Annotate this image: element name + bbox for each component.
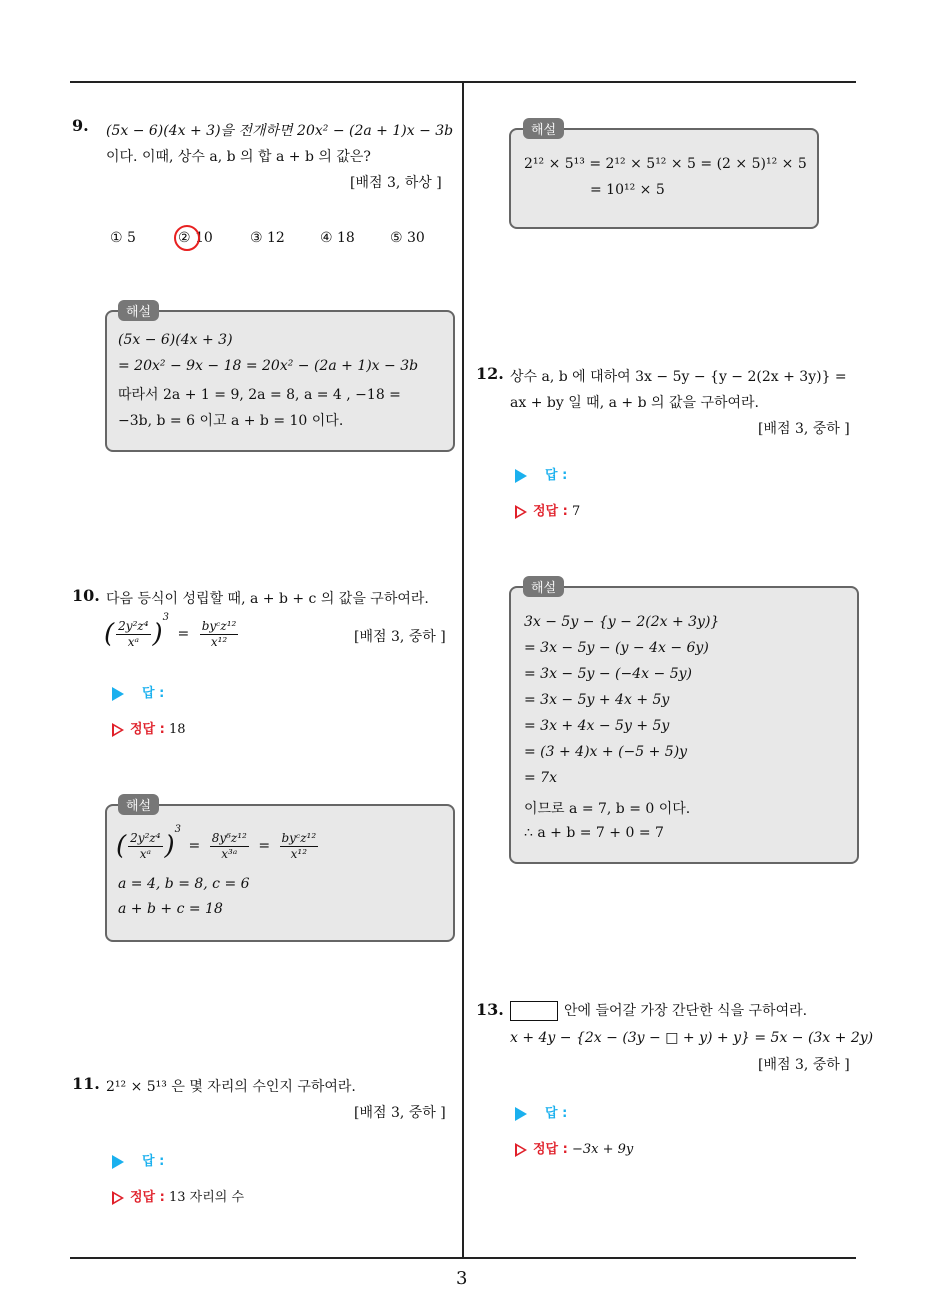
answer-label: 답 : [545, 1106, 568, 1121]
explanation-tag: 해설 [118, 300, 159, 321]
choice-2[interactable]: ② 10 [178, 230, 213, 246]
question-text-line: 상수 a, b 에 대하여 3x − 5y − {y − 2(2x + 3y)} = [510, 369, 847, 385]
answer-label: 답 : [142, 1154, 165, 1169]
explanation-line: = 3x − 5y + 4x + 5y [524, 692, 670, 708]
correct-answer-row [112, 718, 186, 737]
explanation-line: a + b + c = 18 [118, 901, 223, 917]
correct-answer-row [515, 500, 580, 519]
answer-row[interactable] [515, 464, 567, 483]
explanation-line: = 3x − 5y − (y − 4x − 6y) [524, 640, 709, 656]
correct-answer-row [515, 1138, 633, 1157]
explanation-line: = 10¹² × 5 [590, 182, 665, 198]
explanation-line: = 3x + 4x − 5y + 5y [524, 718, 670, 734]
question-number: 10. [72, 586, 100, 605]
choice-1[interactable]: ① 5 [110, 230, 136, 246]
fraction-denominator: x¹² [290, 846, 308, 861]
score-label: [배점 3, 중하 ] [354, 1105, 446, 1121]
choice-4[interactable]: ④ 18 [320, 230, 355, 246]
answer-label: 답 : [142, 686, 165, 701]
choice-3[interactable]: ③ 12 [250, 230, 285, 246]
explanation-line: = 7x [524, 770, 557, 786]
correct-value: −3x + 9y [571, 1142, 634, 1157]
correct-label: 정답 : [533, 504, 568, 519]
column-divider [462, 82, 464, 1258]
explanation-line: 2¹² × 5¹³ = 2¹² × 5¹² × 5 = (2 × 5)¹² × 5 [524, 156, 807, 172]
explanation-line: (5x − 6)(4x + 3) [118, 332, 233, 348]
exponent: 3 [174, 824, 182, 835]
explanation-line: 따라서 2a + 1 = 9, 2a = 8, a = 4 , −18 = [118, 387, 401, 403]
fraction-numerator: 2y²z⁴ [118, 618, 149, 633]
explanation-line: a = 4, b = 8, c = 6 [118, 876, 250, 892]
selected-choice-mark [174, 225, 200, 251]
fraction-denominator: x¹² [210, 634, 228, 649]
correct-value: 18 [168, 722, 186, 737]
play-icon [112, 687, 124, 701]
score-label: [배점 3, 중하 ] [758, 1057, 850, 1073]
score-label: [배점 3, 하상 ] [350, 175, 442, 191]
score-label: [배점 3, 중하 ] [758, 421, 850, 437]
answer-row[interactable] [515, 1102, 567, 1121]
play-outline-icon [112, 723, 124, 737]
explanation-tag: 해설 [523, 118, 564, 139]
fraction-denominator: xᵃ [139, 846, 151, 861]
answer-row[interactable] [112, 1150, 164, 1169]
question-number: 13. [476, 1000, 504, 1019]
question-equation: x + 4y − {2x − (3y − □ + y) + y} = 5x − (3x + 2y) [510, 1030, 874, 1046]
explanation-line: = 20x² − 9x − 18 = 20x² − (2a + 1)x − 3b [118, 358, 419, 374]
fraction-numerator: byᶜz¹² [201, 618, 237, 633]
correct-value: 13 자리의 수 [168, 1190, 245, 1205]
fraction-numerator: byᶜz¹² [281, 830, 317, 845]
fraction-denominator: x³ᵃ [221, 846, 238, 861]
explanation-line: = (3 + 4)x + (−5 + 5)y [524, 744, 688, 760]
question-text-line: ax + by 일 때, a + b 의 값을 구하여라. [510, 395, 760, 411]
question-text-line: (5x − 6)(4x + 3)을 전개하면 20x² − (2a + 1)x − 3b [106, 123, 454, 139]
explanation-equation: ( $\frac{\text{2y²z⁴}}{\text{xᵃ}}$ )$^3$ = $\frac{\text{8y⁶z¹²}}{\text{x³ᵃ}}$ = $\frac{\text{byᶜz¹²}}{\text{x¹²}}$ [116, 824, 317, 861]
exponent: 3 [162, 612, 170, 623]
correct-answer-row [112, 1186, 244, 1205]
explanation-line: 이므로 a = 7, b = 0 이다. [524, 801, 691, 817]
score-label: [배점 3, 중하 ] [354, 629, 446, 645]
choice-5[interactable]: ⑤ 30 [390, 230, 425, 246]
question-equation: ( $\frac{\text{2y²z⁴}}{\text{xᵃ}}$ )$^3$ = $\frac{\text{byᶜz¹²}}{\text{x¹²}}$ [104, 612, 237, 649]
question-text: 안에 들어갈 가장 간단한 식을 구하여라. [564, 1003, 808, 1019]
correct-value: 7 [571, 504, 581, 519]
blank-box[interactable] [510, 1001, 558, 1021]
fraction-numerator: 2y²z⁴ [130, 830, 161, 845]
play-icon [515, 1107, 527, 1121]
explanation-line: ∴ a + b = 7 + 0 = 7 [524, 825, 664, 841]
answer-label: 답 : [545, 468, 568, 483]
question-text-line: 이다. 이때, 상수 a, b 의 합 a + b 의 값은? [106, 149, 371, 165]
explanation-line: 3x − 5y − {y − 2(2x + 3y)} [524, 614, 720, 630]
explanation-tag: 해설 [118, 794, 159, 815]
question-text-line [510, 1000, 807, 1021]
explanation-line: −3b, b = 6 이고 a + b = 10 이다. [118, 413, 344, 429]
explanation-box [509, 128, 819, 229]
play-outline-icon [112, 1191, 124, 1205]
correct-label: 정답 : [130, 1190, 165, 1205]
question-text-line: 다음 등식이 성립할 때, a + b + c 의 값을 구하여라. [106, 591, 429, 607]
correct-label: 정답 : [130, 722, 165, 737]
play-outline-icon [515, 1143, 527, 1157]
explanation-tag: 해설 [523, 576, 564, 597]
fraction-numerator: 8y⁶z¹² [211, 830, 247, 845]
play-icon [112, 1155, 124, 1169]
explanation-line: = 3x − 5y − (−4x − 5y) [524, 666, 692, 682]
question-number: 9. [72, 116, 89, 135]
question-number: 11. [72, 1074, 100, 1093]
answer-row[interactable] [112, 682, 164, 701]
play-outline-icon [515, 505, 527, 519]
play-icon [515, 469, 527, 483]
page-number: 3 [456, 1268, 468, 1289]
question-number: 12. [476, 364, 504, 383]
correct-label: 정답 : [533, 1142, 568, 1157]
fraction-denominator: xᵃ [127, 634, 139, 649]
question-text-line: 2¹² × 5¹³ 은 몇 자리의 수인지 구하여라. [106, 1079, 356, 1095]
